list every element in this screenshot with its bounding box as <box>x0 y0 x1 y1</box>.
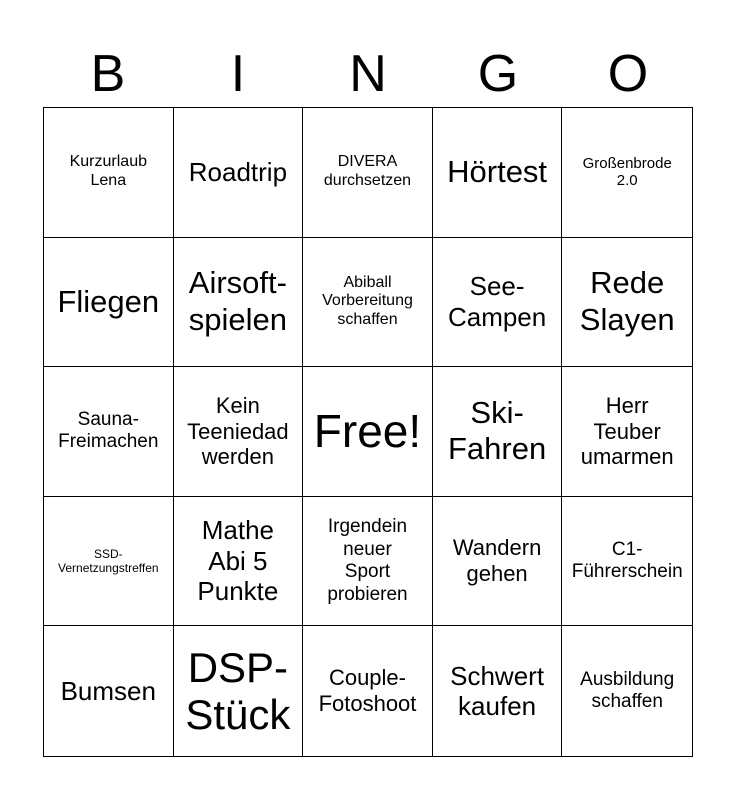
bingo-board <box>43 107 693 757</box>
bingo-header <box>43 40 693 108</box>
bingo-cell[interactable]: Mathe Abi 5 Punkte <box>174 497 304 627</box>
bingo-cell[interactable]: See- Campen <box>433 238 563 368</box>
bingo-cell[interactable]: Wandern gehen <box>433 497 563 627</box>
header-letter-i: I <box>230 45 246 103</box>
header-letter-o: O <box>607 45 649 103</box>
bingo-cell[interactable]: C1- Führerschein <box>562 497 692 627</box>
header-letter-g: G <box>477 45 519 103</box>
bingo-cell[interactable]: Fliegen <box>44 238 174 368</box>
bingo-cell[interactable]: Sauna- Freimachen <box>44 367 174 497</box>
bingo-cell[interactable]: Herr Teuber umarmen <box>562 367 692 497</box>
bingo-cell[interactable]: Abiball Vorbereitung schaffen <box>303 238 433 368</box>
bingo-cell[interactable]: Rede Slayen <box>562 238 692 368</box>
bingo-cell[interactable]: Hörtest <box>433 108 563 238</box>
bingo-cell[interactable]: Kein Teeniedad werden <box>174 367 304 497</box>
bingo-cell[interactable]: Ski- Fahren <box>433 367 563 497</box>
header-letter-n: N <box>349 45 387 103</box>
bingo-cell[interactable]: DSP- Stück <box>174 626 304 756</box>
bingo-cell[interactable]: Airsoft- spielen <box>174 238 304 368</box>
free-space-cell[interactable]: Free! <box>303 367 433 497</box>
bingo-cell[interactable]: DIVERA durchsetzen <box>303 108 433 238</box>
bingo-cell[interactable]: Irgendein neuer Sport probieren <box>303 497 433 627</box>
bingo-cell[interactable]: SSD- Vernetzungstreffen <box>44 497 174 627</box>
bingo-cell[interactable]: Roadtrip <box>174 108 304 238</box>
header-letter-b: B <box>90 45 126 103</box>
bingo-cell[interactable]: Couple- Fotoshoot <box>303 626 433 756</box>
bingo-cell[interactable]: Ausbildung schaffen <box>580 668 675 713</box>
bingo-cell[interactable]: Bumsen <box>44 626 174 756</box>
bingo-cell[interactable]: Großenbrode 2.0 <box>562 108 692 238</box>
bingo-cell[interactable]: Schwert kaufen <box>433 626 563 756</box>
bingo-cell[interactable]: Kurzurlaub Lena <box>44 108 174 238</box>
